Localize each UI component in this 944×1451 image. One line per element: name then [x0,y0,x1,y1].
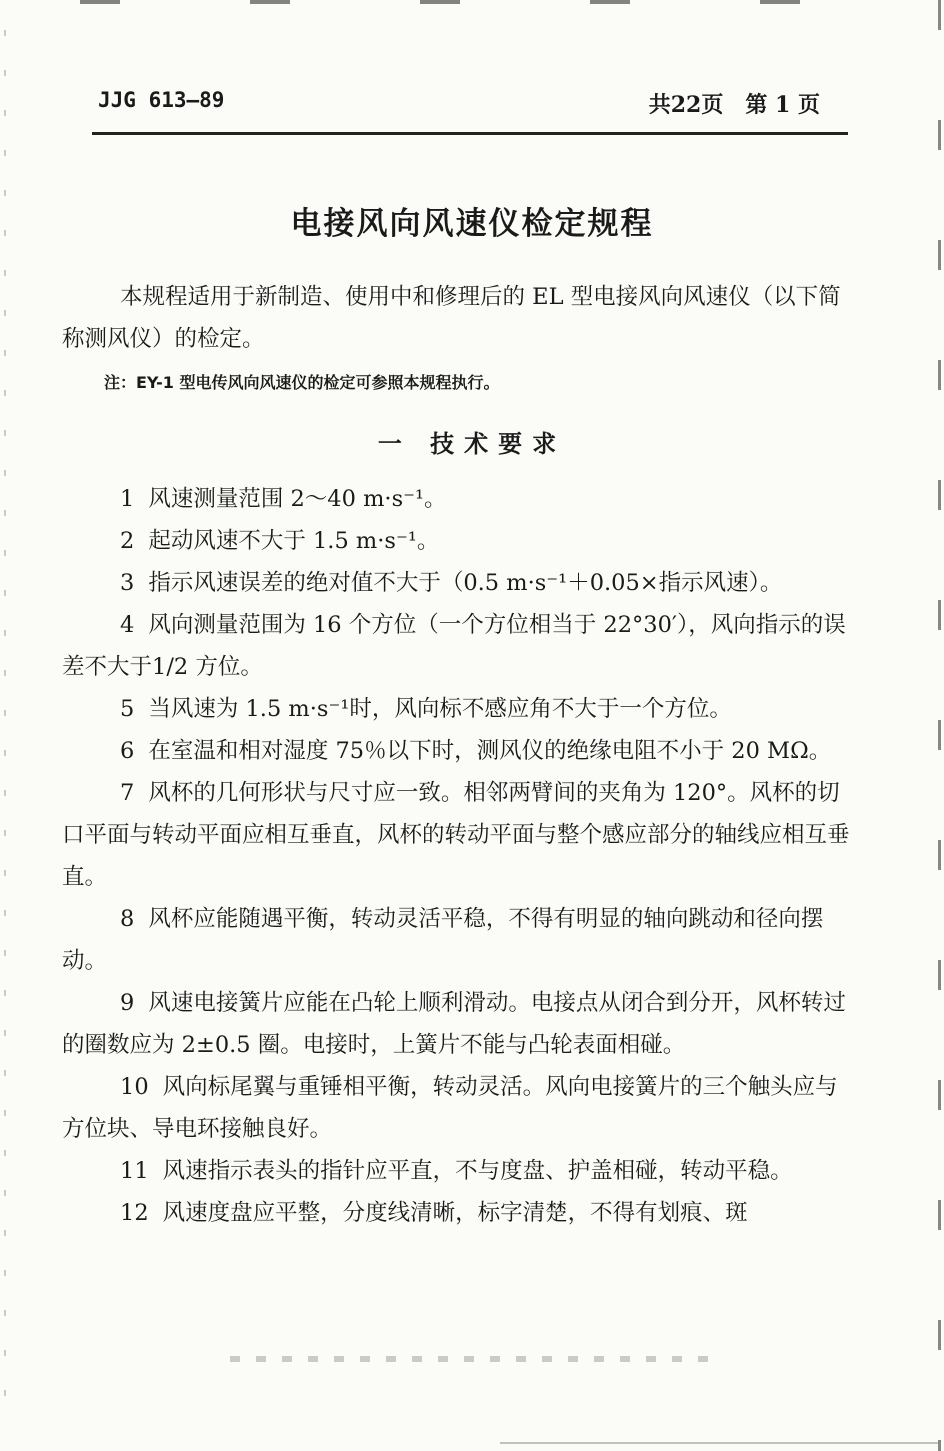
scan-artifact-bottom-line [500,1442,940,1444]
item-text: 风速测量范围 2～40 m·s⁻¹。 [148,486,447,512]
item-number: 6 [120,738,135,764]
header-rule [92,132,848,135]
page-count: 共22页 第 1 页 [648,92,820,118]
document-title: 电接风向风速仪检定规程 [290,206,654,242]
list-item [62,898,852,982]
item-number: 10 [120,1074,149,1100]
item-text: 风速度盘应平整，分度线清晰，标字清楚，不得有划痕、斑 [162,1200,748,1226]
list-item [62,772,852,898]
intro-paragraph: 本规程适用于新制造、使用中和修理后的 EL 型电接风向风速仪（以下简称测风仪）的检定。 [62,284,841,352]
item-text: 指示风速误差的绝对值不大于（0.5 m·s⁻¹＋0.05×指示风速）。 [148,570,783,596]
item-text: 起动风速不大于 1.5 m·s⁻¹。 [148,528,440,554]
standard-code: JJG 613—89 [98,88,225,112]
section-heading: 一 技术要求 [377,430,567,458]
item-number: 9 [120,990,135,1016]
item-number: 1 [120,486,135,512]
note-text: 注：EY-1 型电传风向风速仪的检定可参照本规程执行。 [104,373,500,392]
list-item [62,1066,852,1150]
list-item [62,604,852,688]
item-text: 风向测量范围为 16 个方位（一个方位相当于 22°30′），风向指示的误差不大于1/2 方位。 [62,612,846,680]
scan-artifact-bottom [230,1356,710,1362]
page-header [92,88,848,128]
item-number: 7 [120,780,135,806]
item-number: 2 [120,528,135,554]
item-text: 在室温和相对湿度 75％以下时，测风仪的绝缘电阻不小于 20 MΩ。 [148,738,832,764]
item-number: 3 [120,570,135,596]
scan-artifact-top [80,0,840,4]
item-text: 风杯的几何形状与尺寸应一致。相邻两臂间的夹角为 120°。风杯的切口平面与转动平面应相互垂直，风杯的转动平面与整个感应部分的轴线应相互垂直。 [62,780,850,890]
item-text: 风杯应能随遇平衡，转动灵活平稳，不得有明显的轴向跳动和径向摆动。 [62,906,824,974]
requirements-list [62,478,852,1234]
list-item [62,520,852,562]
list-item [62,982,852,1066]
item-number: 12 [120,1200,149,1226]
item-text: 风速指示表头的指针应平直，不与度盘、护盖相碰，转动平稳。 [162,1158,793,1184]
item-number: 5 [120,696,135,722]
item-text: 当风速为 1.5 m·s⁻¹时，风向标不感应角不大于一个方位。 [148,696,732,722]
list-item [62,562,852,604]
list-item [62,1192,852,1234]
item-text: 风向标尾翼与重锤相平衡，转动灵活。风向电接簧片的三个触头应与方位块、导电环接触良好。 [62,1074,838,1142]
list-item [62,688,852,730]
list-item [62,730,852,772]
item-number: 11 [120,1158,149,1184]
item-text: 风速电接簧片应能在凸轮上顺利滑动。电接点从闭合到分开，风杯转过的圈数应为 2±0.5 圈。电接时，上簧片不能与凸轮表面相碰。 [62,990,846,1058]
list-item [62,1150,852,1192]
list-item [62,478,852,520]
item-number: 4 [120,612,135,638]
item-number: 8 [120,906,135,932]
